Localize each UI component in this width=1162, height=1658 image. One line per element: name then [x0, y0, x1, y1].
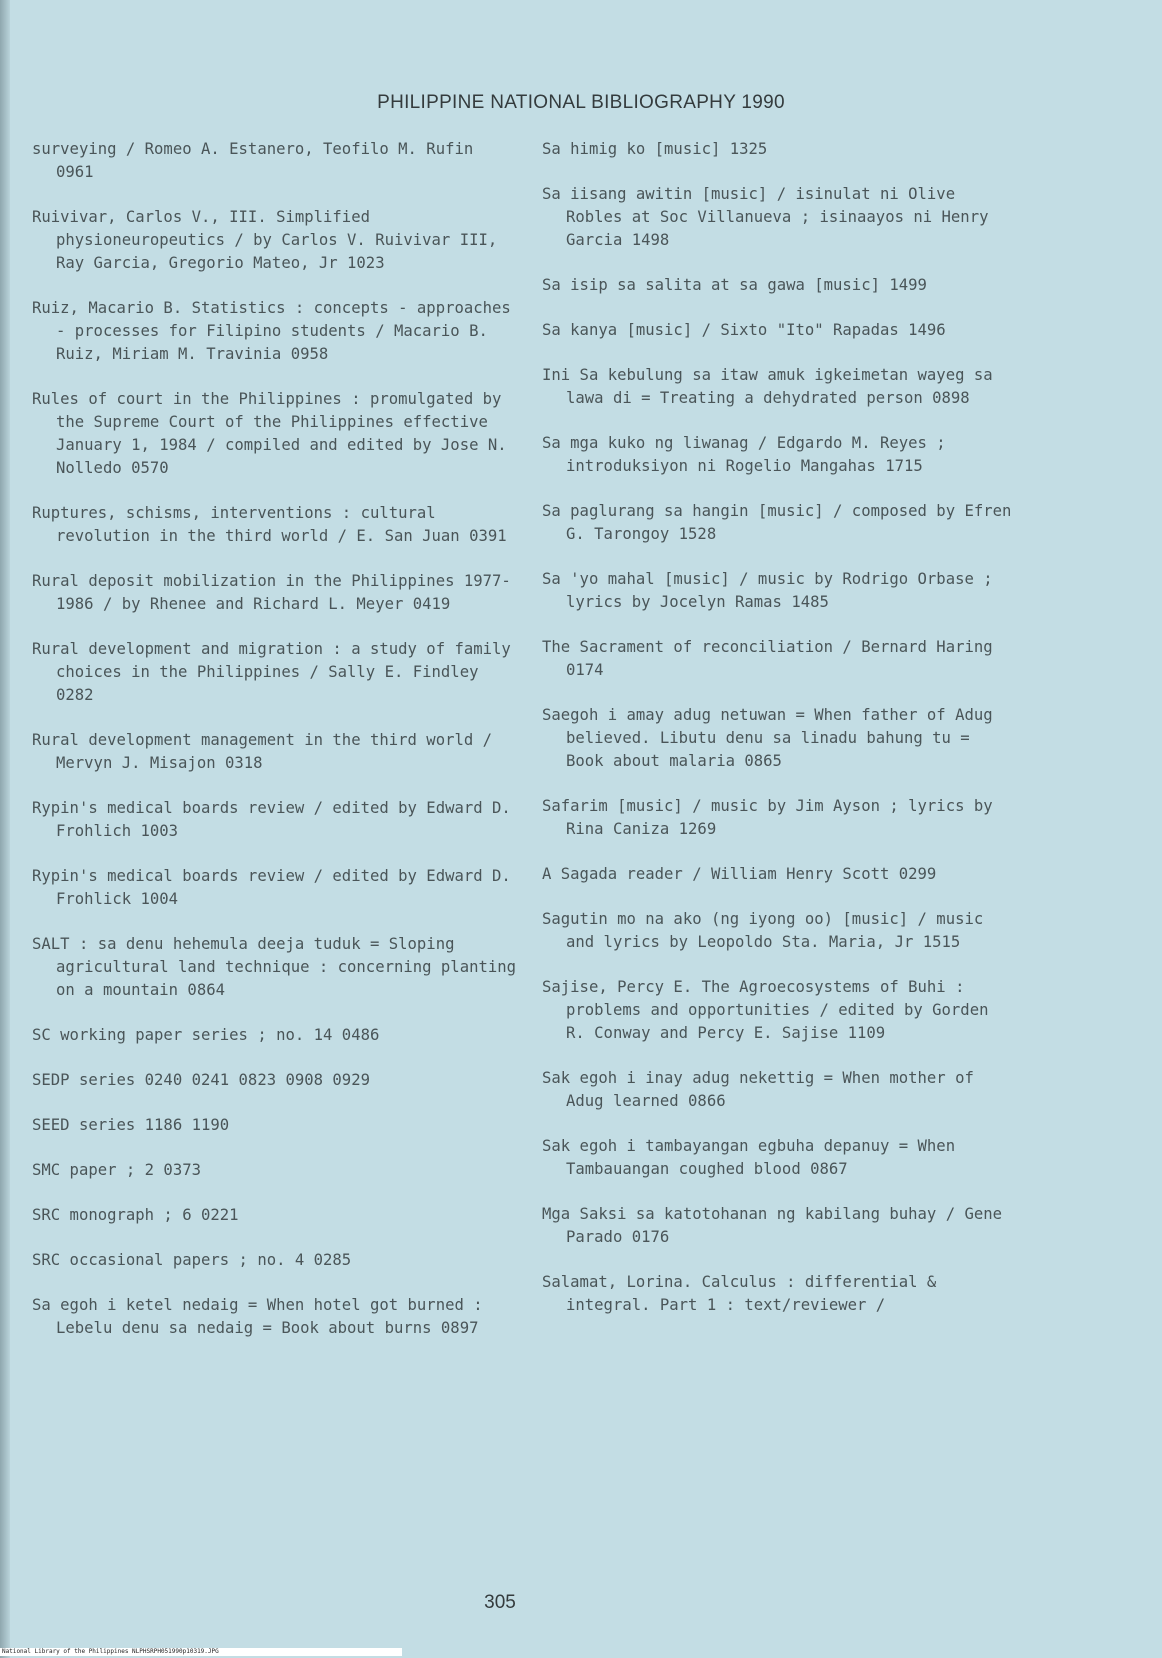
bibliography-entry: Salamat, Lorina. Calculus : differential & integral. Part 1 : text/reviewer / [542, 1273, 937, 1314]
bibliography-entry: Ruptures, schisms, interventions : cultural revolution in the third world / E. San Juan 0391 [32, 504, 507, 545]
bibliography-entry: Sa himig ko [music] 1325 [542, 140, 768, 158]
bibliography-entry: SRC occasional papers ; no. 4 0285 [32, 1251, 352, 1269]
bibliography-entry: Rules of court in the Philippines : promulgated by the Supreme Court of the Philippines effective January 1, 1984 / compiled and edited by Jose N. Nolledo 0570 [32, 390, 507, 477]
bibliography-entry: The Sacrament of reconciliation / Bernard Haring 0174 [542, 638, 993, 679]
bibliography-entry: Saegoh i amay adug netuwan = When father of Adug believed. Libutu denu sa linadu bahung tu = Book about malaria 0865 [542, 706, 993, 770]
bibliography-entry: Sa paglurang sa hangin [music] / composed by Efren G. Tarongoy 1528 [542, 502, 1012, 543]
bibliography-entry: Sagutin mo na ako (ng iyong oo) [music] / music and lyrics by Leopoldo Sta. Maria, Jr 1515 [542, 910, 984, 951]
bibliography-entry: SC working paper series ; no. 14 0486 [32, 1026, 380, 1044]
bibliography-entry: Rural development management in the third world / Mervyn J. Misajon 0318 [32, 731, 493, 772]
bibliography-entry: Safarim [music] / music by Jim Ayson ; lyrics by Rina Caniza 1269 [542, 797, 993, 838]
left-column [32, 138, 520, 1362]
bibliography-entry: Sa mga kuko ng liwanag / Edgardo M. Reyes ; introduksiyon ni Rogelio Mangahas 1715 [542, 434, 946, 475]
scan-footer-caption: National Library of the Philippines NLPHSRPH051990p10319.JPG [0, 1648, 402, 1656]
bibliography-entry: Rypin's medical boards review / edited by Edward D. Frohlick 1004 [32, 867, 511, 908]
bibliography-entry: Rural development and migration : a study of family choices in the Philippines / Sally E. Findley 0282 [32, 640, 511, 704]
bibliography-entry: Ruivivar, Carlos V., III. Simplified physioneuropeutics / by Carlos V. Ruivivar III, Ray Garcia, Gregorio Mateo, Jr 1023 [32, 208, 498, 272]
bibliography-entry: SALT : sa denu hehemula deeja tuduk = Sloping agricultural land technique : concerning planting on a mountain 0864 [32, 935, 517, 999]
bibliography-entry: SRC monograph ; 6 0221 [32, 1206, 239, 1224]
bibliography-entry: surveying / Romeo A. Estanero, Teofilo M. Rufin 0961 [32, 140, 474, 181]
bibliography-entry: SEED series 1186 1190 [32, 1116, 230, 1134]
bibliography-entry: Sa iisang awitin [music] / isinulat ni Olive Robles at Soc Villanueva ; isinaayos ni Henry Garcia 1498 [542, 185, 989, 249]
bibliography-entry: Rypin's medical boards review / edited by Edward D. Frohlich 1003 [32, 799, 511, 840]
right-column [542, 138, 1012, 1339]
page-number: 305 [484, 1592, 516, 1613]
bibliography-entry: Ruiz, Macario B. Statistics : concepts - approaches - processes for Filipino students / Macario B. Ruiz, Miriam M. Travinia 0958 [32, 299, 511, 363]
bibliography-entry: Sa egoh i ketel nedaig = When hotel got burned : Lebelu denu sa nedaig = Book about burns 0897 [32, 1296, 483, 1337]
bibliography-entry: SMC paper ; 2 0373 [32, 1161, 201, 1179]
bibliography-entry: Sa kanya [music] / Sixto "Ito" Rapadas 1496 [542, 321, 946, 339]
bibliography-entry: A Sagada reader / William Henry Scott 0299 [542, 865, 937, 883]
bibliography-entry: Sak egoh i inay adug nekettig = When mother of Adug learned 0866 [542, 1069, 974, 1110]
page-header: PHILIPPINE NATIONAL BIBLIOGRAPHY 1990 [377, 92, 785, 113]
bibliography-entry: Sa isip sa salita at sa gawa [music] 1499 [542, 276, 927, 294]
bibliography-entry: SEDP series 0240 0241 0823 0908 0929 [32, 1071, 370, 1089]
bibliography-entry: Sa 'yo mahal [music] / music by Rodrigo Orbase ; lyrics by Jocelyn Ramas 1485 [542, 570, 993, 611]
bibliography-entry: Sak egoh i tambayangan egbuha depanuy = When Tambauangan coughed blood 0867 [542, 1137, 956, 1178]
book-spine-shadow [0, 0, 10, 1658]
bibliography-entry: Ini Sa kebulung sa itaw amuk igkeimetan wayeg sa lawa di = Treating a dehydrated person 0898 [542, 366, 993, 407]
bibliography-entry: Rural deposit mobilization in the Philippines 1977-1986 / by Rhenee and Richard L. Meyer 0419 [32, 572, 511, 613]
bibliography-entry: Sajise, Percy E. The Agroecosystems of Buhi : problems and opportunities / edited by Gorden R. Conway and Percy E. Sajise 1109 [542, 978, 989, 1042]
bibliography-entry: Mga Saksi sa katotohanan ng kabilang buhay / Gene Parado 0176 [542, 1205, 1003, 1246]
